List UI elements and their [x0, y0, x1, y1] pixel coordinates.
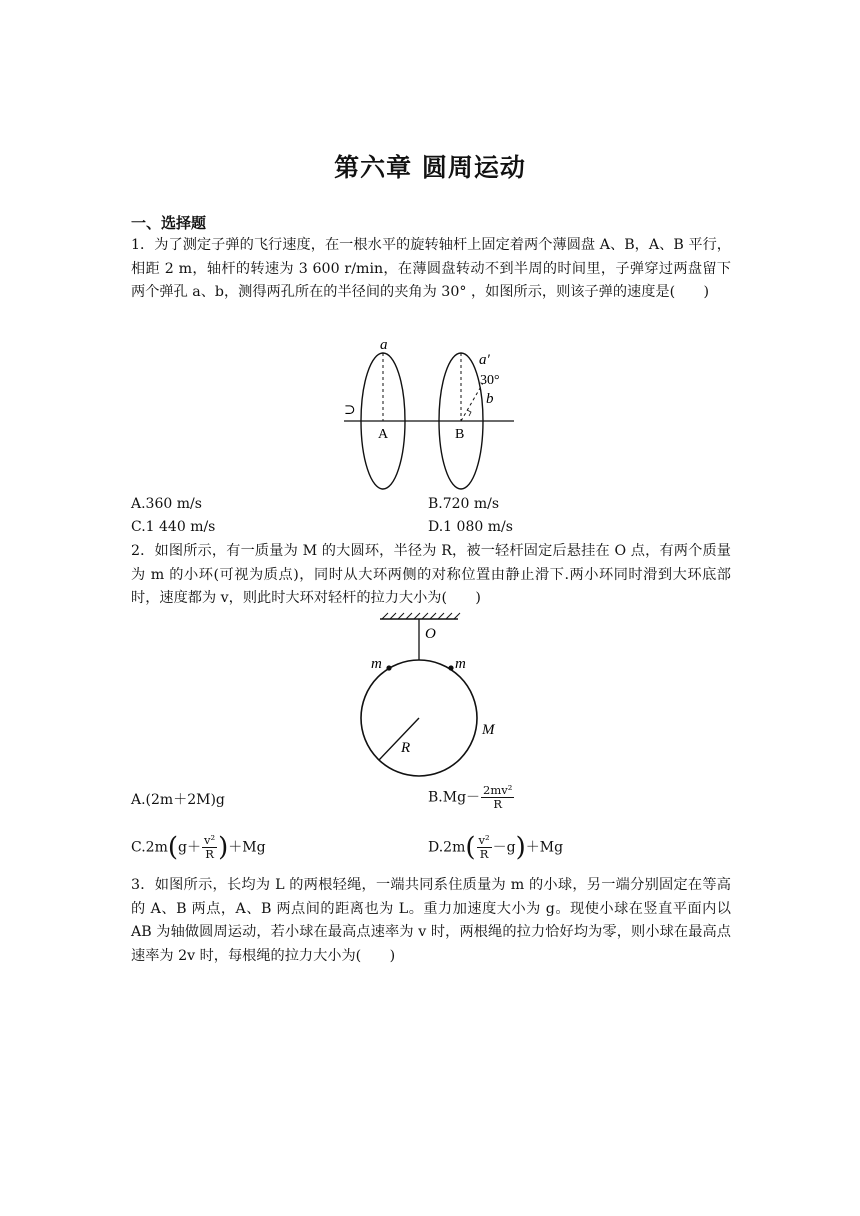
q1-option-a: A.360 m/s — [131, 496, 202, 512]
q1-option-d: D.1 080 m/s — [428, 519, 513, 535]
bullet-direction-label: ⊃ — [344, 403, 356, 418]
hole-a-label: a — [380, 337, 388, 353]
mass-m-left-label: m — [371, 656, 382, 672]
question-1-text: 1．为了测定子弹的飞行速度，在一根水平的旋转轴杆上固定着两个薄圆盘 A、B，A、B 平行，相距 2 m，轴杆的转速为 3 600 r/min，在薄圆盘转动不到半周的时间里，子弹穿过两盘留下两个弹孔 a、b，测得两孔所在的半径间的夹角为 30° ，如图所示，则该子弹的速度是( ) — [131, 237, 731, 300]
q1-option-c: C.1 440 m/s — [131, 519, 216, 535]
q2-option-d: D.2m( $\frac{\text{v²}}{R}$ －g)＋Mg — [428, 832, 564, 863]
q2-option-c: C.2m(g＋ $\frac{\text{v²}}{R}$ )＋Mg — [131, 832, 266, 863]
mass-m-right-label: m — [455, 656, 466, 672]
disk-b-label: B — [455, 427, 465, 442]
ring-figure — [355, 612, 515, 784]
chapter-title: 第六章 圆周运动 — [334, 153, 526, 182]
q1-option-b: B.720 m/s — [428, 496, 500, 512]
radius-r-label: R — [401, 740, 411, 756]
q2-option-b: B.Mg－ $\frac{\text{2mv²}}{R}$ — [428, 783, 513, 811]
hole-b-label: b — [486, 391, 494, 407]
pivot-o-label: O — [425, 626, 436, 642]
section-heading: 一、选择题 — [131, 214, 207, 232]
small-ring-right — [448, 665, 453, 670]
q2-option-a: A.(2m＋2M)g — [131, 792, 225, 808]
mass-big-m-label: M — [482, 722, 495, 738]
question-3-text: 3．如图所示，长均为 L 的两根轻绳，一端共同系住质量为 m 的小球，另一端分别固定在等高的 A、B 两点，A、B 两点间的距离也为 L。重力加速度大小为 g。现使小球在竖直平面内以 AB 为轴做圆周运动，若小球在最高点速率为 v 时，两根绳的拉力恰好均为零，则小球在最高点速率为 2v 时，每根绳的拉力大小为( ) — [131, 877, 731, 964]
question-2-text: 2．如图所示，有一质量为 M 的大圆环，半径为 R，被一轻杆固定后悬挂在 O 点，有两个质量为 m 的小环(可视为质点)，同时从大环两侧的对称位置由静止滑下.两小环同时滑到大环底部时，速度都为 v，则此时大环对轻杆的拉力大小为( ) — [131, 543, 731, 606]
small-ring-left — [386, 665, 391, 670]
angle-label: 30° — [480, 373, 500, 388]
disk-figure — [338, 336, 518, 492]
disk-a-label: A — [378, 427, 389, 442]
hole-a-prime-label: a′ — [479, 352, 490, 368]
